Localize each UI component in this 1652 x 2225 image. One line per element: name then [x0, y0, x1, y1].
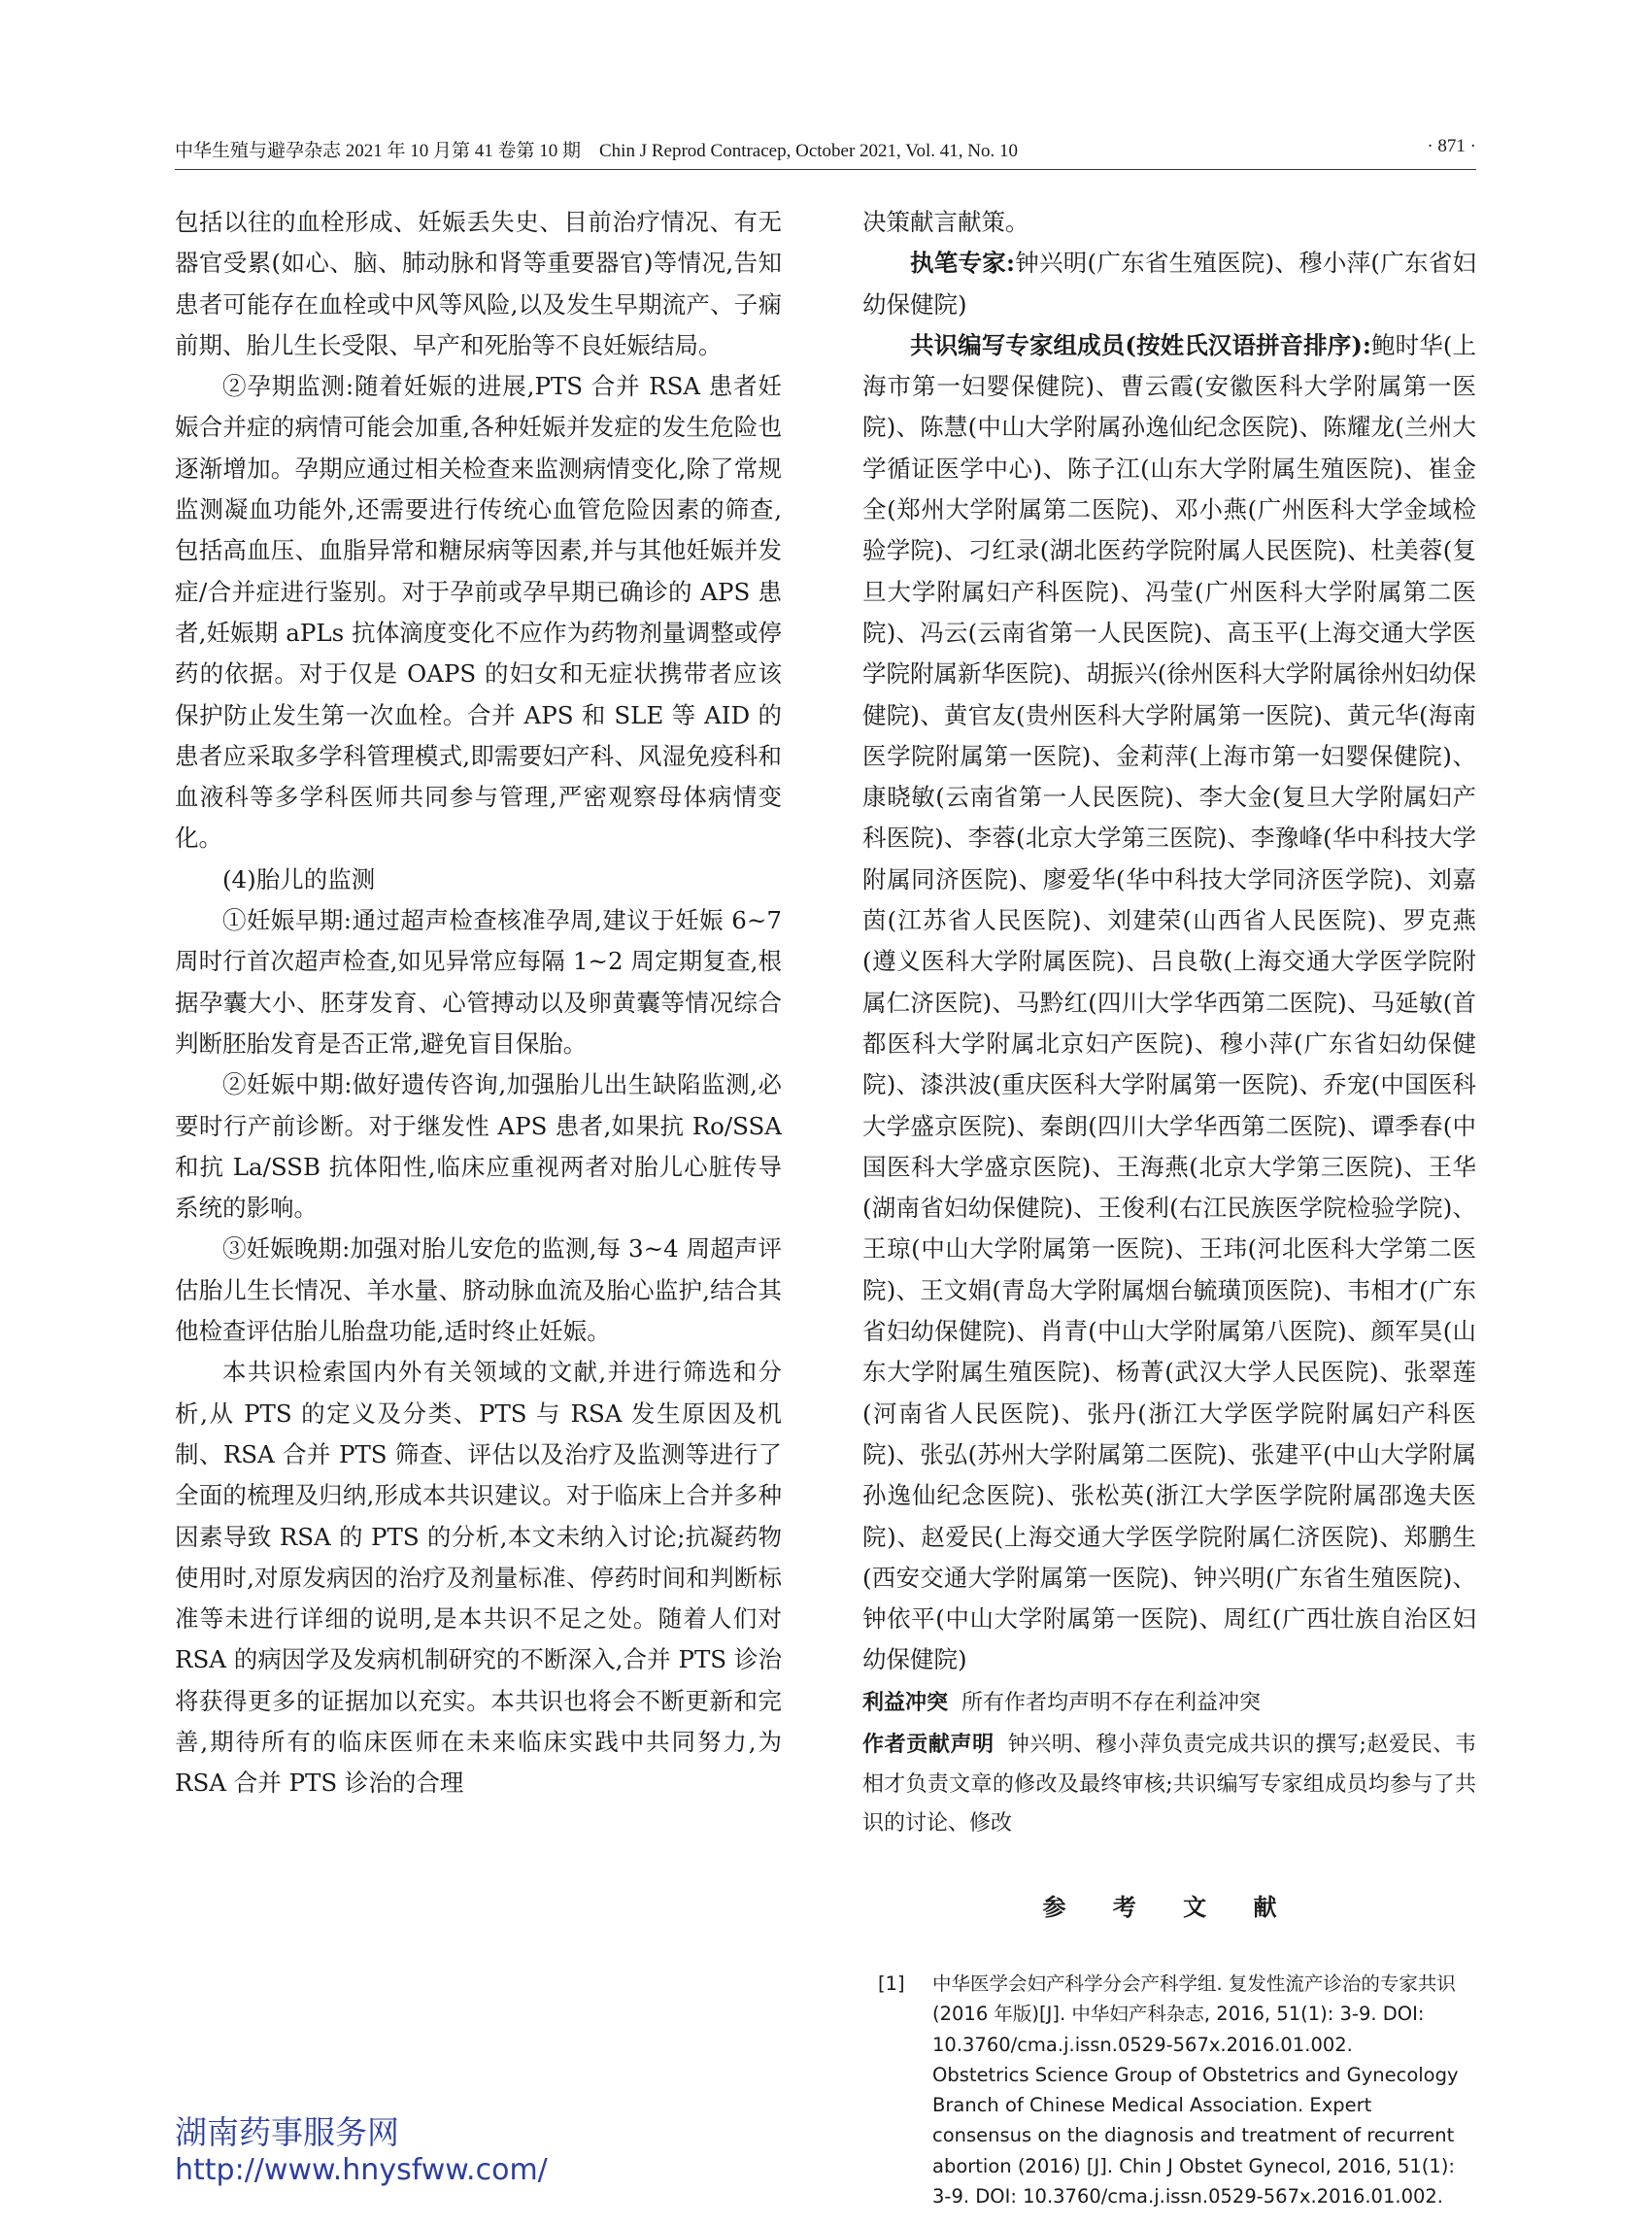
paragraph-consensus-summary: 本共识检索国内外有关领域的文献,并进行筛选和分析,从 PTS 的定义及分类、PTS 与 RSA 发生原因及机制、RSA 合并 PTS 筛查、评估以及治疗及监测等进行了全面的梳理及归纳,形成本共识建议。对于临床上合并多种因素导致 RSA 的 PTS 的分析,本文未纳入讨论;抗凝药物使用时,对原发病因的治疗及剂量标准、停药时间和判断标准等未进行详细的说明,是本共识不足之处。随着人们对 RSA 的病因学及发病机制研究的不断深入,合并 PTS 诊治将获得更多的证据加以充实。本共识也将会不断更新和完善,期待所有的临床医师在未来临床实践中共同努力,为 RSA 合并 PTS 诊治的合理	[175, 1358, 782, 1798]
reference-english: Obstetrics Science Group of Obstetrics and Gynecology Branch of Chinese Medical Association. Expert consensus on the diagnosis and treatment of recurrent abortion (2016) [J]. Chin J Obstet Gynecol, 2016, 51(1): 3-9. DOI: 10.3760/cma.j.issn.0529-567x.2016.01.002.	[932, 2063, 1459, 2208]
conflict-statement	[862, 1683, 1476, 1724]
paragraph-early-pregnancy: ①妊娠早期:通过超声检查核准孕周,建议于妊娠 6~7 周时行首次超声检查,如见异常应每隔 1~2 周定期复查,根据孕囊大小、胚芽发育、心管搏动以及卵黄囊等情况综合判断胚胎发育是否正常,避免盲目保胎。	[175, 906, 782, 1058]
contribution-statement	[862, 1725, 1476, 1844]
reference-item	[862, 1969, 1476, 2211]
subheading-fetal-monitoring: (4)胎儿的监测	[222, 864, 376, 893]
paragraph-mid-pregnancy: ②妊娠中期:做好遗传咨询,加强胎儿出生缺陷监测,必要时行产前诊断。对于继发性 APS 患者,如果抗 Ro/SSA 和抗 La/SSB 抗体阳性,临床应重视两者对胎儿心脏传导系统的影响。	[175, 1070, 782, 1223]
writers-label: 执笔专家:	[910, 249, 1016, 278]
contribution-text: 钟兴明、穆小萍负责完成共识的撰写;赵爱民、韦相才负责文章的修改及最终审核;共识编写专家组成员均参与了共识的讨论、修改	[862, 1733, 1476, 1837]
paragraph-pregnancy-monitoring: ②孕期监测:随着妊娠的进展,PTS 合并 RSA 患者妊娠合并症的病情可能会加重,各种妊娠并发症的发生危险也逐渐增加。孕期应通过相关检查来监测病情变化,除了常规监测凝血功能外,还需要进行传统心血管危险因素的筛查,包括高血压、血脂异常和糖尿病等因素,并与其他妊娠并发症/合并症进行鉴别。对于孕前或孕早期已确诊的 APS 患者,妊娠期 aPLs 抗体滴度变化不应作为药物剂量调整或停药的依据。对于仅是 OAPS 的妇女和无症状携带者应该保护防止发生第一次血栓。合并 APS 和 SLE 等 AID 的患者应采取多学科管理模式,即需要妇产科、风湿免疫科和血液科等多学科医师共同参与管理,严密观察母体病情变化。	[175, 372, 782, 853]
reference-text	[932, 1969, 1476, 2211]
members-statement	[862, 325, 1476, 1681]
page-number: · 871 ·	[1427, 136, 1476, 156]
contribution-label: 作者贡献声明	[862, 1732, 995, 1758]
members-label: 共识编写专家组成员(按姓氏汉语拼音排序):	[910, 330, 1371, 359]
left-column	[175, 202, 782, 1804]
reference-number: [1]	[878, 1972, 905, 1995]
writers-statement	[862, 243, 1476, 325]
reference-chinese: 中华医学会妇产科学分会产科学组. 复发性流产诊治的专家共识(2016 年版)[J]. 中华妇产科杂志, 2016, 51(1): 3-9. DOI: 10.3760/cma.j.issn.0529-567x.2016.01.002.	[932, 1972, 1456, 2056]
watermark-site-url[interactable]: http://www.hnysfww.com/	[175, 2153, 548, 2187]
conflict-text: 所有作者均声明不存在利益冲突	[961, 1690, 1262, 1715]
members-text: 鲍时华(上海市第一妇婴保健院)、曹云霞(安徽医科大学附属第一医院)、陈慧(中山大学附属孙逸仙纪念医院)、陈耀龙(兰州大学循证医学中心)、陈子江(山东大学附属生殖医院)、崔金全(郑州大学附属第二医院)、邓小燕(广州医科大学金域检验学院)、刁红录(湖北医药学院附属人民医院)、杜美蓉(复旦大学附属妇产科医院)、冯莹(广州医科大学附属第二医院)、冯云(云南省第一人民医院)、高玉平(上海交通大学医学院附属新华医院)、胡振兴(徐州医科大学附属徐州妇幼保健院)、黄官友(贵州医科大学附属第一医院)、黄元华(海南医学院附属第一医院)、金莉萍(上海市第一妇婴保健院)、康晓敏(云南省第一人民医院)、李大金(复旦大学附属妇产科医院)、李蓉(北京大学第三医院)、李豫峰(华中科技大学附属同济医院)、廖爱华(华中科技大学同济医学院)、刘嘉茵(江苏省人民医院)、刘建荣(山西省人民医院)、罗克燕(遵义医科大学附属医院)、吕良敬(上海交通大学医学院附属仁济医院)、马黔红(四川大学华西第二医院)、马延敏(首都医科大学附属北京妇产医院)、穆小萍(广东省妇幼保健院)、漆洪波(重庆医科大学附属第一医院)、乔宠(中国医科大学盛京医院)、秦朗(四川大学华西第二医院)、谭季春(中国医科大学盛京医院)、王海燕(北京大学第三医院)、王华(湖南省妇幼保健院)、王俊利(右江民族医学院检验学院)、王琼(中山大学附属第一医院)、王玮(河北医科大学第二医院)、王文娟(青岛大学附属烟台毓璜顶医院)、韦相才(广东省妇幼保健院)、肖青(中山大学附属第八医院)、颜军昊(山东大学附属生殖医院)、杨菁(武汉大学人民医院)、张翠莲(河南省人民医院)、张丹(浙江大学医学院附属妇产科医院)、张弘(苏州大学附属第二医院)、张建平(中山大学附属孙逸仙纪念医院)、张松英(浙江大学医学院附属邵逸夫医院)、赵爱民(上海交通大学医学院附属仁济医院)、郑鹏生(西安交通大学附属第一医院)、钟兴明(广东省生殖医院)、钟依平(中山大学附属第一医院)、周红(广西壮族自治区妇幼保健院)	[862, 330, 1477, 1674]
paragraph-continuation: 决策献言献策。	[862, 208, 1029, 236]
running-header	[175, 136, 1476, 170]
writers-text: 钟兴明(广东省生殖医院)、穆小萍(广东省妇幼保健院)	[862, 249, 1476, 319]
journal-citation: 中华生殖与避孕杂志 2021 年 10 月第 41 卷第 10 期 Chin J Reprod Contracep, October 2021, Vol. 41, No. 10	[175, 141, 1018, 161]
references-title: 参 考 文 献	[1042, 1893, 1297, 1921]
site-watermark	[175, 2113, 548, 2189]
conflict-label: 利益冲突	[862, 1689, 949, 1715]
right-column	[862, 202, 1476, 2211]
watermark-site-name: 湖南药事服务网	[175, 2113, 399, 2151]
paragraph-late-pregnancy: ③妊娠晚期:加强对胎儿安危的监测,每 3~4 周超声评估胎儿生长情况、羊水量、脐动脉血流及胎心监护,结合其他检查评估胎儿胎盘功能,适时终止妊娠。	[175, 1234, 782, 1346]
paragraph-risk-notice: 包括以往的血栓形成、妊娠丢失史、目前治疗情况、有无器官受累(如心、脑、肺动脉和肾等重要器官)等情况,告知患者可能存在血栓或中风等风险,以及发生早期流产、子痫前期、胎儿生长受限、早产和死胎等不良妊娠结局。	[175, 208, 782, 359]
